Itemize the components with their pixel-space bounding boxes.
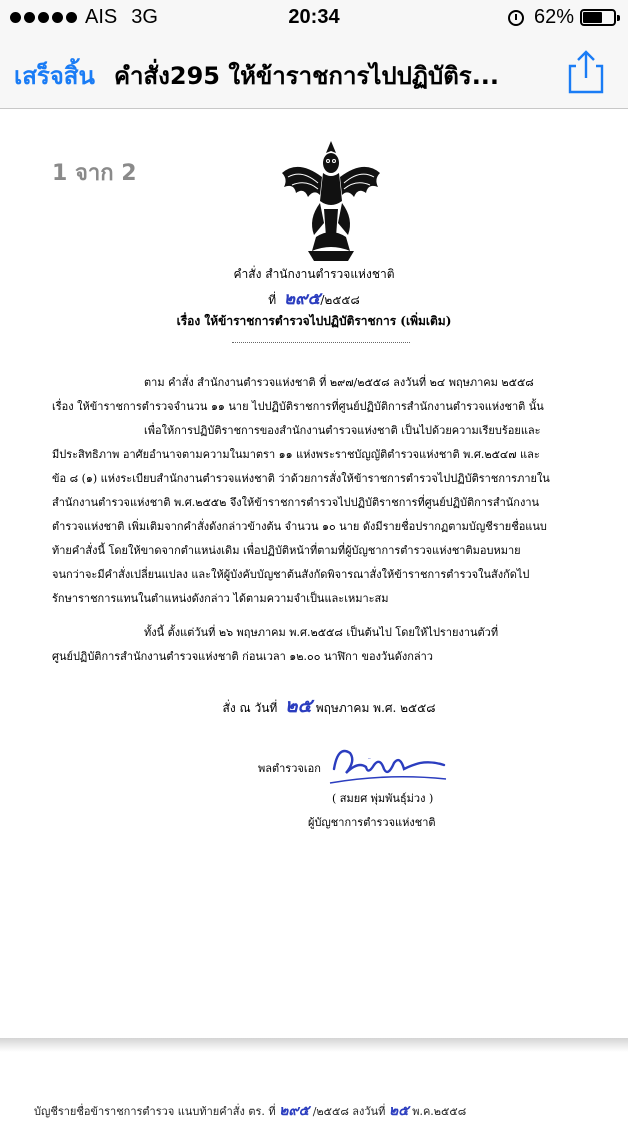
order-date-prefix: สั่ง ณ วันที่ xyxy=(222,701,278,715)
order-body xyxy=(52,371,586,611)
clock: 20:34 xyxy=(288,6,340,28)
order-number-year: /๒๕๕๘ xyxy=(320,293,360,307)
subject-divider xyxy=(232,342,410,343)
body-line: ทั้งนี้ ตั้งแต่วันที่ ๒๖ พฤษภาคม พ.ศ.๒๕๕๘ เป็นต้นไป โดยให้ไปรายงานตัวที่ xyxy=(144,626,499,639)
next-page-number-handwritten: ๒๙๕ xyxy=(279,1103,310,1119)
next-page-prefix: บัญชีรายชื่อข้าราชการตำรวจ แนบท้ายคำสั่ง ตร. ที่ xyxy=(34,1105,276,1118)
status-bar xyxy=(0,0,628,36)
body-line: จนกว่าจะมีคำสั่งเปลี่ยนแปลง และให้ผู้บังคับบัญชาต้นสังกัดพิจารณาสั่งให้ข้าราชการตำรวจในสังกัดไป xyxy=(52,568,530,581)
order-number-prefix: ที่ xyxy=(268,293,277,307)
garuda-emblem xyxy=(278,139,384,265)
signer-name: ( สมยศ พุ่มพันธุ์ม่วง ) xyxy=(332,792,434,805)
body-line: เรื่อง ให้ข้าราชการตำรวจจำนวน ๑๑ นาย ไปปฏิบัติราชการที่ศูนย์ปฏิบัติการสำนักงานตำรวจแห่งชาติ นั้น xyxy=(52,400,544,413)
order-heading: คำสั่ง สำนักงานตำรวจแห่งชาติ xyxy=(233,267,395,281)
order-number-handwritten: ๒๙๕ xyxy=(283,289,321,309)
navigation-bar xyxy=(0,36,628,109)
page-separator xyxy=(0,1038,628,1052)
page-counter: 1 จาก 2 xyxy=(52,161,137,186)
body-line: รักษาราชการแทนในตำแหน่งดังกล่าว ได้ตามความจำเป็นและเหมาะสม xyxy=(52,592,389,605)
signer-rank: พลตำรวจเอก xyxy=(258,762,321,775)
body-line: เพื่อให้การปฏิบัติราชการของสำนักงานตำรวจแห่งชาติ เป็นไปด้วยความเรียบร้อยและ xyxy=(144,424,541,437)
body-line: ข้อ ๘ (๑) แห่งระเบียบสำนักงานตำรวจแห่งชาติ ว่าด้วยการสั่งให้ข้าราชการตำรวจไปปฏิบัติราชการภายใน xyxy=(52,472,550,485)
order-date xyxy=(0,691,628,721)
order-number xyxy=(0,285,628,312)
body-line: ท้ายคำสั่งนี้ โดยให้ขาดจากตำแหน่งเดิม เพื่อปฏิบัติหน้าที่ตามที่ผู้บัญชาการตำรวจแห่งชาติมอบหมาย xyxy=(52,544,521,557)
share-icon[interactable] xyxy=(566,48,606,96)
carrier-name: AIS xyxy=(85,6,118,28)
battery-icon xyxy=(580,9,616,26)
body-line: ศูนย์ปฏิบัติการสำนักงานตำรวจแห่งชาติ ก่อนเวลา ๑๒.๐๐ นาฬิกา ของวันดังกล่าว xyxy=(52,650,433,663)
effective-clause xyxy=(52,621,586,669)
body-line: ตาม คำสั่ง สำนักงานตำรวจแห่งชาติ ที่ ๒๙๗/๒๕๕๘ ลงวันที่ ๒๔ พฤษภาคม ๒๕๕๘ xyxy=(144,376,534,389)
order-subject: เรื่อง ให้ข้าราชการตำรวจไปปฏิบัติราชการ (เพิ่มเติม) xyxy=(176,314,452,328)
battery-level-fill xyxy=(583,12,602,23)
body-line: ตำรวจแห่งชาติ เพิ่มเติมจากคำสั่งดังกล่าวข้างต้น จำนวน ๑๐ นาย ดังมีรายชื่อปรากฏตามบัญชีรายชื่อแนบ xyxy=(52,520,547,533)
network-type: 3G xyxy=(131,6,158,28)
done-button[interactable]: เสร็จสิ้น xyxy=(14,62,95,90)
order-date-handwritten: ๒๕ xyxy=(284,695,312,717)
body-line: สำนักงานตำรวจแห่งชาติ พ.ศ.๒๕๕๒ จึงให้ข้าราชการตำรวจไปปฏิบัติราชการที่ศูนย์ปฏิบัติการสำนักงาน xyxy=(52,496,540,509)
next-page-mid: /๒๕๕๘ ลงวันที่ xyxy=(312,1105,386,1118)
next-page-suffix: พ.ค.๒๕๕๘ xyxy=(412,1105,467,1118)
body-line: มีประสิทธิภาพ อาศัยอำนาจตามความในมาตรา ๑๑ แห่งพระราชบัญญัติตำรวจแห่งชาติ พ.ศ.๒๕๔๗ และ xyxy=(52,448,540,461)
signer-title: ผู้บัญชาการตำรวจแห่งชาติ xyxy=(308,816,436,829)
next-page-date-handwritten: ๒๕ xyxy=(388,1103,409,1119)
next-page-preview[interactable] xyxy=(34,1100,604,1122)
order-date-suffix: พฤษภาคม พ.ศ. ๒๕๕๘ xyxy=(315,701,436,715)
document-title: คำสั่ง295 ให้ข้าราชการไปปฏิบัติร... xyxy=(114,62,500,90)
alarm-icon xyxy=(508,10,524,26)
document-page[interactable] xyxy=(0,109,628,1039)
battery-percent: 62% xyxy=(533,6,574,28)
signature-graphic xyxy=(328,739,448,791)
signature-text: สมยศ xyxy=(368,759,371,760)
